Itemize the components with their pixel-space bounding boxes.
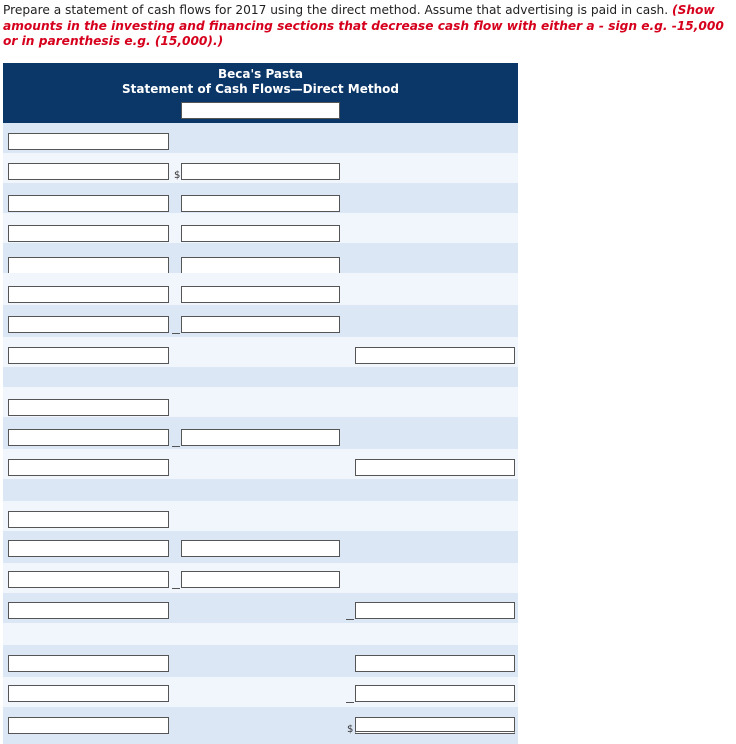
underline-mark bbox=[346, 619, 354, 620]
amount-input[interactable] bbox=[181, 571, 340, 588]
table-row bbox=[3, 387, 518, 417]
company-name: Beca's Pasta bbox=[217, 67, 304, 81]
line-item-label-input[interactable] bbox=[8, 133, 169, 150]
table-row bbox=[3, 623, 518, 645]
table-row bbox=[3, 153, 518, 183]
table-row bbox=[3, 213, 518, 243]
table-row bbox=[3, 367, 518, 387]
table-row bbox=[3, 707, 518, 744]
total-input[interactable] bbox=[355, 347, 515, 364]
line-item-label-input[interactable] bbox=[8, 347, 169, 364]
line-item-label-input[interactable] bbox=[8, 717, 169, 734]
line-item-label-input[interactable] bbox=[8, 257, 169, 274]
line-item-label-input[interactable] bbox=[8, 602, 169, 619]
table-row bbox=[3, 449, 518, 479]
table-row bbox=[3, 479, 518, 501]
total-input[interactable] bbox=[355, 717, 515, 734]
dollar-sign: $ bbox=[174, 170, 181, 181]
total-input[interactable] bbox=[355, 602, 515, 619]
instructions-text: Prepare a statement of cash flows for 2017 using the direct method. Assume that advertising is paid in cash. bbox=[3, 3, 673, 17]
table-row bbox=[3, 531, 518, 563]
amount-input[interactable] bbox=[181, 286, 340, 303]
table-row bbox=[3, 645, 518, 677]
table-row bbox=[3, 593, 518, 623]
table-row bbox=[3, 273, 518, 305]
line-item-label-input[interactable] bbox=[8, 399, 169, 416]
line-item-label-input[interactable] bbox=[8, 571, 169, 588]
line-item-label-input[interactable] bbox=[8, 429, 169, 446]
table-row bbox=[3, 677, 518, 707]
table-row bbox=[3, 243, 518, 273]
line-item-label-input[interactable] bbox=[8, 540, 169, 557]
total-input[interactable] bbox=[355, 459, 515, 476]
table-row bbox=[3, 563, 518, 593]
underline-mark bbox=[346, 702, 354, 703]
amount-input[interactable] bbox=[181, 257, 340, 274]
table-row bbox=[3, 123, 518, 153]
dollar-sign: $ bbox=[347, 724, 354, 735]
line-item-label-input[interactable] bbox=[8, 459, 169, 476]
table-row bbox=[3, 305, 518, 337]
total-input[interactable] bbox=[355, 655, 515, 672]
underline-mark bbox=[172, 446, 180, 447]
amount-input[interactable] bbox=[181, 163, 340, 180]
underline-mark bbox=[172, 588, 180, 589]
amount-input[interactable] bbox=[181, 316, 340, 333]
line-item-label-input[interactable] bbox=[8, 286, 169, 303]
line-item-label-input[interactable] bbox=[8, 195, 169, 212]
underline-mark bbox=[172, 333, 180, 334]
table-row bbox=[3, 501, 518, 531]
amount-input[interactable] bbox=[181, 195, 340, 212]
instructions-note: (Show amounts in the investing and financing sections that decrease cash flow with either a - sign e.g. -15,000 or in parenthesis e.g. (15,000).) bbox=[3, 3, 724, 48]
total-input[interactable] bbox=[355, 685, 515, 702]
amount-input[interactable] bbox=[181, 429, 340, 446]
statement-title: Statement of Cash Flows—Direct Method bbox=[122, 82, 399, 96]
amount-input[interactable] bbox=[181, 225, 340, 242]
table-row bbox=[3, 417, 518, 449]
line-item-label-input[interactable] bbox=[8, 316, 169, 333]
instructions bbox=[3, 3, 733, 50]
line-item-label-input[interactable] bbox=[8, 655, 169, 672]
table-row bbox=[3, 337, 518, 367]
line-item-label-input[interactable] bbox=[8, 225, 169, 242]
statement-date-input[interactable] bbox=[181, 102, 340, 119]
table-row bbox=[3, 183, 518, 213]
line-item-label-input[interactable] bbox=[8, 685, 169, 702]
line-item-label-input[interactable] bbox=[8, 163, 169, 180]
line-item-label-input[interactable] bbox=[8, 511, 169, 528]
amount-input[interactable] bbox=[181, 540, 340, 557]
